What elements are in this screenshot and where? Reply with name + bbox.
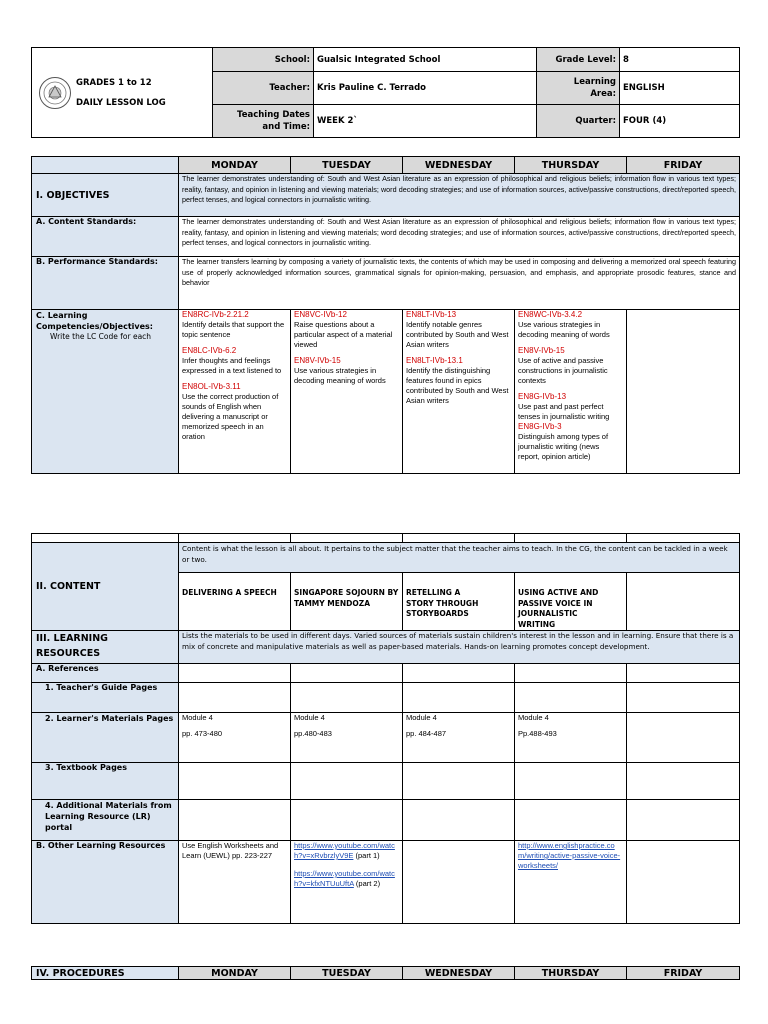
competencies-tuesday — [291, 310, 403, 474]
proc-day-monday: MONDAY — [179, 967, 291, 980]
competencies-thursday — [515, 310, 627, 474]
school-value: Gualsic Integrated School — [314, 48, 537, 72]
competencies-wednesday — [403, 310, 515, 474]
lc-text: Use various strategies in decoding meaning of words — [518, 320, 610, 339]
lc-code: EN8LT-IVb-13 — [406, 310, 457, 319]
content-table — [31, 533, 740, 924]
teacher-label: Teacher: — [213, 72, 314, 105]
day-tuesday: TUESDAY — [291, 157, 403, 174]
school-label: School: — [213, 48, 314, 72]
content-standards-label: A. Content Standards: — [32, 217, 179, 257]
proc-day-friday: FRIDAY — [627, 967, 740, 980]
content-label: II. CONTENT — [32, 543, 179, 631]
teacher-value: Kris Pauline C. Terrado — [314, 72, 537, 105]
lm-module: Module 4 — [294, 713, 325, 722]
dates-label: Teaching Dates and Time: — [213, 105, 314, 138]
area-value: ENGLISH — [620, 72, 740, 105]
additional-materials-label: 4. Additional Materials from Learning Resource (LR) portal — [32, 800, 179, 841]
lm-tuesday — [291, 713, 403, 763]
content-thursday: USING ACTIVE AND PASSIVE VOICE IN JOURNALISTIC WRITING — [515, 573, 627, 631]
content-tuesday: SINGAPORE SOJOURN BY TAMMY MENDOZA — [291, 573, 403, 631]
objectives-label: I. OBJECTIVES — [32, 174, 179, 217]
lc-code: EN8G-IVb-3 — [518, 422, 562, 431]
lc-text: Use the correct production of sounds of English when delivering a manuscript or memorized speech in an oration — [182, 392, 279, 441]
lm-pages: Pp.488-493 — [518, 729, 557, 738]
header-table — [31, 47, 740, 138]
other-thursday — [515, 841, 627, 924]
competency-label-cell — [32, 310, 179, 474]
dates-value: WEEK 2` — [314, 105, 537, 138]
other-monday: Use English Worksheets and Learn (UEWL) pp. 223-227 — [179, 841, 291, 924]
lc-text: Distinguish among types of journalistic writing (news report, opinion article) — [518, 432, 609, 461]
lm-thursday — [515, 713, 627, 763]
performance-standards-text: The learner transfers learning by composing a variety of journalistic texts, the contents of which may be used in composing and delivering a memorized oral speech featuring use of properly acknowledged information sources, grammatical signals for opinion-making, persuasion, and emphasis, and appropriate prosodic features, stance and behavior — [179, 257, 740, 310]
content-wednesday: RETELLING A STORY THROUGH STORYBOARDS — [403, 573, 515, 631]
quarter-value: FOUR (4) — [620, 105, 740, 138]
references-label: A. References — [32, 664, 179, 683]
lc-code: EN8LC-IVb-6.2 — [182, 346, 237, 355]
lc-code: EN8VC-IVb-12 — [294, 310, 347, 319]
lc-code: EN8OL-IVb-3.11 — [182, 382, 241, 391]
proc-day-tuesday: TUESDAY — [291, 967, 403, 980]
day-thursday: THURSDAY — [515, 157, 627, 174]
lm-module: Module 4 — [182, 713, 213, 722]
content-standards-text: The learner demonstrates understanding of: South and West Asian literature as an expression of philosophical and religious beliefs; information flow in various text types; reality, fantasy, and opinion in listening and viewing materials; word decoding strategies; and use of information sources, active/passive constructions, direct/reported speech, perfect tenses, and logical connectors in journalistic writing. — [179, 217, 740, 257]
procedures-table — [31, 966, 740, 980]
quarter-label: Quarter: — [537, 105, 620, 138]
link-note: (part 1) — [353, 851, 380, 860]
lc-text: Use various strategies in decoding meaning of words — [294, 366, 386, 385]
lm-monday — [179, 713, 291, 763]
header-title-line1: GRADES 1 to 12 — [76, 77, 152, 88]
lc-code: EN8WC-IVb-3.4.2 — [518, 310, 583, 319]
content-desc: Content is what the lesson is all about. It pertains to the subject matter that the teacher aims to teach. In the CG, the content can be tackled in a week or two. — [179, 543, 740, 573]
link-note: (part 2) — [353, 879, 381, 888]
lm-pages: pp.480-483 — [294, 729, 332, 738]
lc-code: EN8LT-IVb-13.1 — [406, 356, 463, 365]
header-title-cell — [32, 48, 213, 138]
lc-text: Identify notable genres contributed by South and West Asian writers — [406, 320, 509, 349]
youtube-link-2[interactable]: https://www.youtube.com/watch?v=kfxNTUuUftA — [294, 869, 395, 888]
proc-day-wednesday: WEDNESDAY — [403, 967, 515, 980]
competency-sub: Write the LC Code for each — [50, 332, 152, 341]
textbook-label: 3. Textbook Pages — [32, 763, 179, 800]
content-monday: DELIVERING A SPEECH — [179, 573, 291, 631]
objectives-text: The learner demonstrates understanding of: South and West Asian literature as an expression of philosophical and religious beliefs; information flow in various text types; reality, fantasy, and opinion in listening and viewing materials; word decoding strategies; and use of information sources, active/passive constructions, direct/reported speech, perfect tenses, and logical connectors in journalistic writing. — [179, 174, 740, 217]
lc-code: EN8V-IVb-15 — [518, 346, 565, 355]
lc-text: Use past and past perfect tenses in journalistic writing — [518, 402, 610, 421]
other-resources-label: B. Other Learning Resources — [32, 841, 179, 924]
lc-text: Raise questions about a particular aspect of a material viewed — [294, 320, 393, 349]
lc-code: EN8RC-IVb-2.21.2 — [182, 310, 249, 319]
day-friday: FRIDAY — [627, 157, 740, 174]
lc-text: Infer thoughts and feelings expressed in a text listened to — [182, 356, 282, 375]
lc-text: Identify details that support the topic sentence — [182, 320, 285, 339]
lc-text: Identify the distinguishing features found in epics contributed by South and West Asian writers — [406, 366, 509, 405]
resources-label: III. LEARNING RESOURCES — [32, 631, 179, 664]
teachers-guide-label: 1. Teacher's Guide Pages — [32, 683, 179, 713]
lm-pages: pp. 484-487 — [406, 729, 447, 738]
lc-code: EN8V-IVb-15 — [294, 356, 341, 365]
procedures-label: IV. PROCEDURES — [32, 967, 179, 980]
day-wednesday: WEDNESDAY — [403, 157, 515, 174]
lm-pages: pp. 473-480 — [182, 729, 223, 738]
resources-desc: Lists the materials to be used in different days. Varied sources of materials sustain children's interest in the lesson and in learning. Ensure that there is a mix of concrete and manipulative materials as well as paper-based materials. Hands-on learning promotes concept development. — [179, 631, 740, 664]
header-title-line2: DAILY LESSON LOG — [76, 97, 166, 108]
deped-seal-icon — [38, 76, 72, 110]
lc-code: EN8G-IVb-13 — [518, 392, 567, 401]
other-tuesday — [291, 841, 403, 924]
content-friday — [627, 573, 740, 631]
performance-standards-label: B. Performance Standards: — [32, 257, 179, 310]
grade-value: 8 — [620, 48, 740, 72]
youtube-link-1[interactable]: https://www.youtube.com/watch?v=xRvbrzlyV9E — [294, 841, 395, 860]
competency-label: C. Learning Competencies/Objectives: — [36, 311, 153, 331]
objectives-table — [31, 156, 740, 474]
lm-module: Module 4 — [406, 713, 437, 722]
competencies-monday — [179, 310, 291, 474]
lm-module: Module 4 — [518, 713, 549, 722]
learners-materials-label: 2. Learner's Materials Pages — [32, 713, 179, 763]
day-monday: MONDAY — [179, 157, 291, 174]
grade-label: Grade Level: — [537, 48, 620, 72]
lm-wednesday — [403, 713, 515, 763]
proc-day-thursday: THURSDAY — [515, 967, 627, 980]
area-label: Learning Area: — [537, 72, 620, 105]
lc-text: Use of active and passive constructions in journalistic contexts — [518, 356, 608, 385]
englishpractice-link[interactable]: http://www.englishpractice.com/writing/active-passive-voice-worksheets/ — [518, 841, 621, 870]
competencies-friday — [627, 310, 740, 474]
